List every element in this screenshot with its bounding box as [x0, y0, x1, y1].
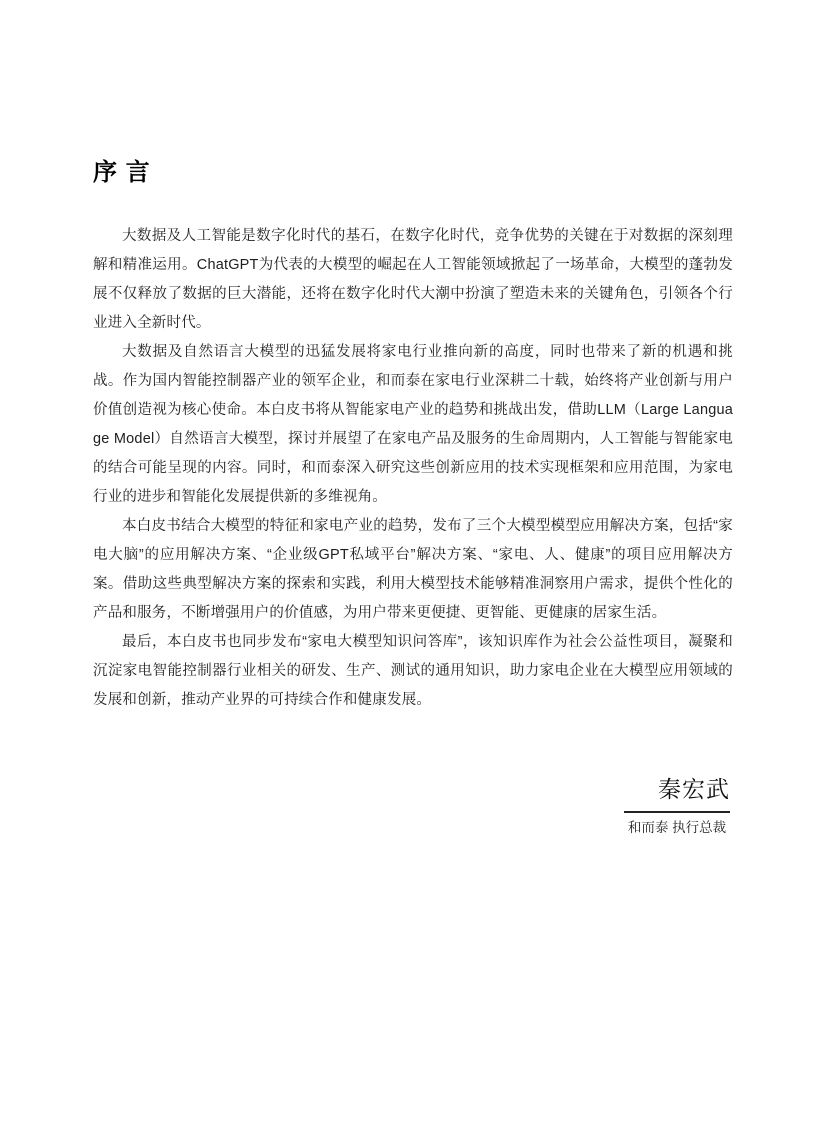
page-title: 序 言 — [93, 159, 151, 186]
preface-body — [93, 222, 733, 715]
paragraph: 本白皮书结合大模型的特征和家电产业的趋势，发布了三个大模型模型应用解决方案，包括“家电大脑”的应用解决方案、“企业级GPT私域平台”解决方案、“家电、人、健康”的项目应用解决方案。借助这些典型解决方案的探索和实践，利用大模型技术能够精准洞察用户需求，提供个性化的产品和服务，不断增强用户的价值感，为用户带来更便捷、更智能、更健康的居家生活。 — [93, 518, 733, 621]
signature-block — [624, 775, 730, 836]
paragraph: 大数据及人工智能是数字化时代的基石，在数字化时代，竞争优势的关键在于对数据的深刻理解和精准运用。ChatGPT为代表的大模型的崛起在人工智能领域掀起了一场革命，大模型的蓬勃发展不仅释放了数据的巨大潜能，还将在数字化时代大潮中扮演了塑造未来的关键角色，引领各个行业进入全新时代。 — [93, 228, 733, 331]
paragraph: 最后，本白皮书也同步发布“家电大模型知识问答库”，该知识库作为社会公益性项目，凝聚和沉淀家电智能控制器行业相关的研发、生产、测试的通用知识，助力家电企业在大模型应用领域的发展和创新，推动产业界的可持续合作和健康发展。 — [93, 634, 733, 708]
signature-name: 秦宏武 — [658, 776, 730, 802]
signature-divider — [624, 811, 730, 813]
signature-role: 和而泰 执行总裁 — [627, 820, 727, 835]
preface-section — [93, 158, 733, 836]
paragraph: 大数据及自然语言大模型的迅猛发展将家电行业推向新的高度，同时也带来了新的机遇和挑战。作为国内智能控制器产业的领军企业，和而泰在家电行业深耕二十载，始终将产业创新与用户价值创造视为核心使命。本白皮书将从智能家电产业的趋势和挑战出发，借助LLM（Large Language Model）自然语言大模型，探讨并展望了在家电产品及服务的生命周期内，人工智能与智能家电的结合可能呈现的内容。同时，和而泰深入研究这些创新应用的技术实现框架和应用范围，为家电行业的进步和智能化发展提供新的多维视角。 — [93, 344, 733, 505]
